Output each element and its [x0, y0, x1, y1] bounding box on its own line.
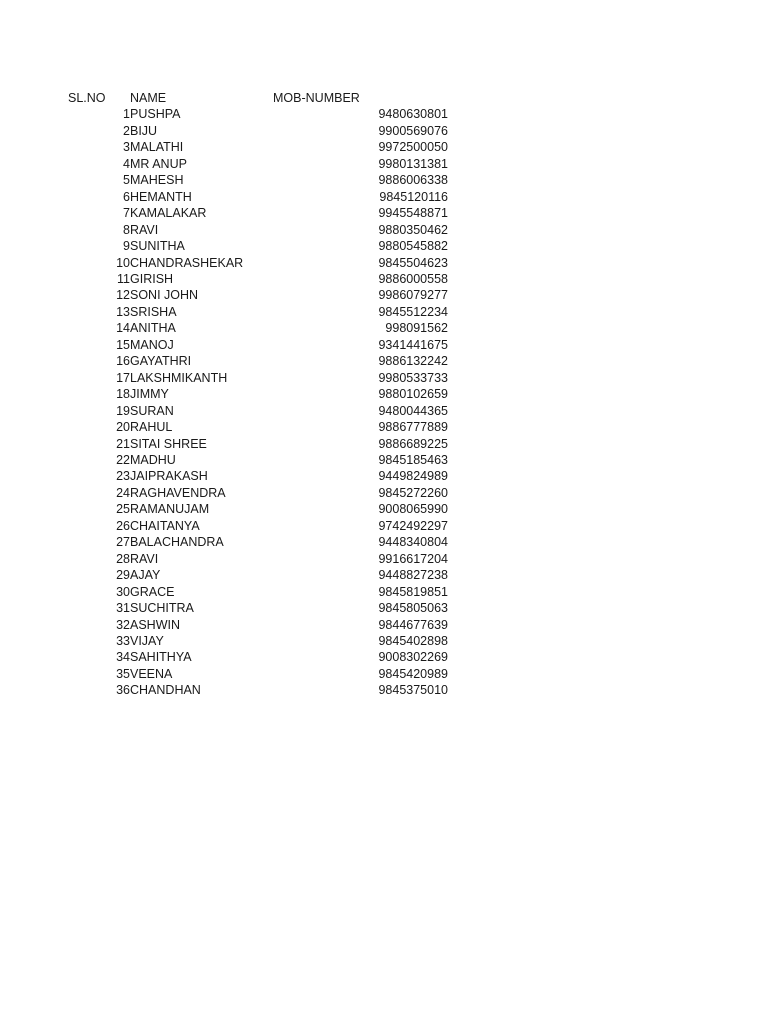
table-row [68, 370, 448, 386]
sl-no-cell: 25 [116, 502, 130, 517]
mob-number-cell: 9844677639 [378, 617, 448, 632]
name-cell: CHANDRASHEKAR [130, 255, 244, 270]
sl-no-cell: 4 [123, 156, 130, 171]
mob-number-cell: 9480044365 [378, 403, 448, 418]
name-cell: BALACHANDRA [130, 535, 224, 550]
sl-no-cell: 31 [116, 601, 130, 616]
table-row [68, 452, 448, 468]
mob-number-cell: 9845819851 [378, 584, 448, 599]
mob-number-cell: 9886000558 [378, 271, 448, 286]
mob-number-cell: 9986079277 [378, 288, 448, 303]
name-cell: RAGHAVENDRA [130, 485, 226, 500]
table-row [68, 189, 448, 205]
table-row [68, 271, 448, 287]
sl-no-cell: 7 [123, 206, 130, 221]
table-row [68, 353, 448, 369]
name-cell: SUCHITRA [130, 601, 194, 616]
table-row [68, 600, 448, 616]
sl-no-cell: 30 [116, 584, 130, 599]
name-cell: ASHWIN [130, 617, 180, 632]
table-row [68, 666, 448, 682]
name-cell: SRISHA [130, 304, 177, 319]
name-cell: RAMANUJAM [130, 502, 210, 517]
name-cell: CHAITANYA [130, 518, 200, 533]
name-cell: SURAN [130, 403, 174, 418]
sl-no-cell: 15 [116, 337, 130, 352]
name-cell: BIJU [130, 123, 158, 138]
mob-number-cell: 9845375010 [378, 683, 448, 698]
table-row [68, 222, 448, 238]
name-cell: GIRISH [130, 271, 174, 286]
sl-no-cell: 1 [123, 107, 130, 122]
table-row [68, 682, 448, 698]
mob-number-cell: 9480630801 [378, 107, 448, 122]
table-row [68, 287, 448, 303]
name-cell: MAHESH [130, 173, 184, 188]
sl-no-cell: 17 [116, 370, 130, 385]
table-row [68, 518, 448, 534]
mob-number-cell: 9845420989 [378, 666, 448, 681]
mob-number-cell: 9900569076 [378, 123, 448, 138]
mob-number-cell: 9008302269 [378, 650, 448, 665]
mob-number-cell: 9845504623 [378, 255, 448, 270]
sl-no-cell: 5 [123, 173, 130, 188]
mob-number-cell: 9448827238 [378, 568, 448, 583]
mob-number-cell: 9845402898 [378, 633, 448, 648]
mob-number-cell: 9448340804 [378, 535, 448, 550]
table-row [68, 304, 448, 320]
header-name: NAME [130, 91, 167, 105]
name-cell: GAYATHRI [130, 354, 192, 369]
name-cell: RAHUL [130, 420, 173, 435]
name-cell: MR ANUP [130, 156, 187, 171]
sl-no-cell: 33 [116, 633, 130, 648]
mob-number-cell: 9945548871 [378, 206, 448, 221]
sl-no-cell: 23 [116, 469, 130, 484]
name-cell: ANITHA [130, 321, 176, 336]
mob-number-cell: 9845120116 [379, 189, 448, 204]
mob-number-cell: 9845512234 [378, 304, 448, 319]
table-body [68, 106, 448, 698]
sl-no-cell: 9 [123, 239, 130, 254]
table-row [68, 386, 448, 402]
sl-no-cell: 24 [116, 485, 130, 500]
mob-number-cell: 9886689225 [378, 436, 448, 451]
name-cell: VIJAY [130, 633, 164, 648]
table-row [68, 584, 448, 600]
mob-number-cell: 9449824989 [378, 469, 448, 484]
sl-no-cell: 28 [116, 551, 130, 566]
sl-no-cell: 14 [116, 321, 130, 336]
table-row [68, 551, 448, 567]
table-row [68, 320, 448, 336]
mob-number-cell: 9742492297 [378, 518, 448, 533]
table-row [68, 436, 448, 452]
table-row [68, 255, 448, 271]
name-cell: HEMANTH [130, 189, 192, 204]
name-cell: SUNITHA [130, 239, 185, 254]
name-cell: AJAY [130, 568, 161, 583]
mob-number-cell: 9341441675 [378, 337, 448, 352]
table-row [68, 649, 448, 665]
table-row [68, 106, 448, 122]
table-row [68, 205, 448, 221]
name-cell: MALATHI [130, 140, 184, 155]
table-row [68, 534, 448, 550]
sl-no-cell: 19 [116, 403, 130, 418]
sl-no-cell: 10 [116, 255, 130, 270]
sl-no-cell: 35 [116, 666, 130, 681]
table-row [68, 337, 448, 353]
name-cell: SITAI SHREE [130, 436, 207, 451]
name-cell: GRACE [130, 584, 175, 599]
sl-no-cell: 6 [123, 189, 130, 204]
sl-no-cell: 12 [116, 288, 130, 303]
name-cell: CHANDHAN [130, 683, 201, 698]
name-cell: MADHU [130, 452, 176, 467]
sl-no-cell: 22 [116, 452, 130, 467]
sl-no-cell: 32 [116, 617, 130, 632]
header-mob-number: MOB-NUMBER [273, 91, 360, 105]
name-cell: SAHITHYA [130, 650, 192, 665]
mob-number-cell: 9886132242 [378, 354, 448, 369]
mob-number-cell: 9845185463 [378, 452, 448, 467]
sl-no-cell: 29 [116, 568, 130, 583]
name-cell: SONI JOHN [130, 288, 199, 303]
name-cell: VEENA [130, 666, 173, 681]
name-cell: LAKSHMIKANTH [130, 370, 228, 385]
table-row [68, 172, 448, 188]
mob-number-cell: 9916617204 [378, 551, 448, 566]
sl-no-cell: 20 [116, 420, 130, 435]
sl-no-cell: 11 [117, 271, 130, 286]
mob-number-cell: 9008065990 [378, 502, 448, 517]
table-row [68, 123, 448, 139]
header-row [68, 90, 448, 106]
mob-number-cell: 9880545882 [378, 239, 448, 254]
mob-number-cell: 9886777889 [378, 420, 448, 435]
sl-no-cell: 21 [116, 436, 130, 451]
sl-no-cell: 34 [116, 650, 130, 665]
mob-number-cell: 9980533733 [378, 370, 448, 385]
name-cell: PUSHPA [130, 107, 181, 122]
mob-number-cell: 9845805063 [378, 601, 448, 616]
table-row [68, 139, 448, 155]
sl-no-cell: 18 [116, 387, 130, 402]
table-row [68, 156, 448, 172]
name-cell: JIMMY [130, 387, 169, 402]
mob-number-cell: 9845272260 [378, 485, 448, 500]
table-row [68, 633, 448, 649]
table-row [68, 419, 448, 435]
sl-no-cell: 16 [116, 354, 130, 369]
mob-number-cell: 998091562 [385, 321, 448, 336]
sl-no-cell: 26 [116, 518, 130, 533]
contact-table [68, 90, 448, 699]
sl-no-cell: 3 [123, 140, 130, 155]
sl-no-cell: 2 [123, 123, 130, 138]
sl-no-cell: 27 [116, 535, 130, 550]
name-cell: JAIPRAKASH [130, 469, 208, 484]
name-cell: MANOJ [130, 337, 174, 352]
header-sl-no: SL.NO [68, 91, 106, 105]
name-cell: RAVI [130, 551, 159, 566]
name-cell: RAVI [130, 222, 159, 237]
sl-no-cell: 36 [116, 683, 130, 698]
table-row [68, 485, 448, 501]
mob-number-cell: 9886006338 [378, 173, 448, 188]
table-row [68, 403, 448, 419]
table-row [68, 468, 448, 484]
sl-no-cell: 8 [123, 222, 130, 237]
table-row [68, 238, 448, 254]
sl-no-cell: 13 [116, 304, 130, 319]
table-row [68, 567, 448, 583]
mob-number-cell: 9880350462 [378, 222, 448, 237]
mob-number-cell: 9972500050 [378, 140, 448, 155]
mob-number-cell: 9980131381 [378, 156, 448, 171]
name-cell: KAMALAKAR [130, 206, 207, 221]
table-row [68, 501, 448, 517]
table-row [68, 617, 448, 633]
mob-number-cell: 9880102659 [378, 387, 448, 402]
